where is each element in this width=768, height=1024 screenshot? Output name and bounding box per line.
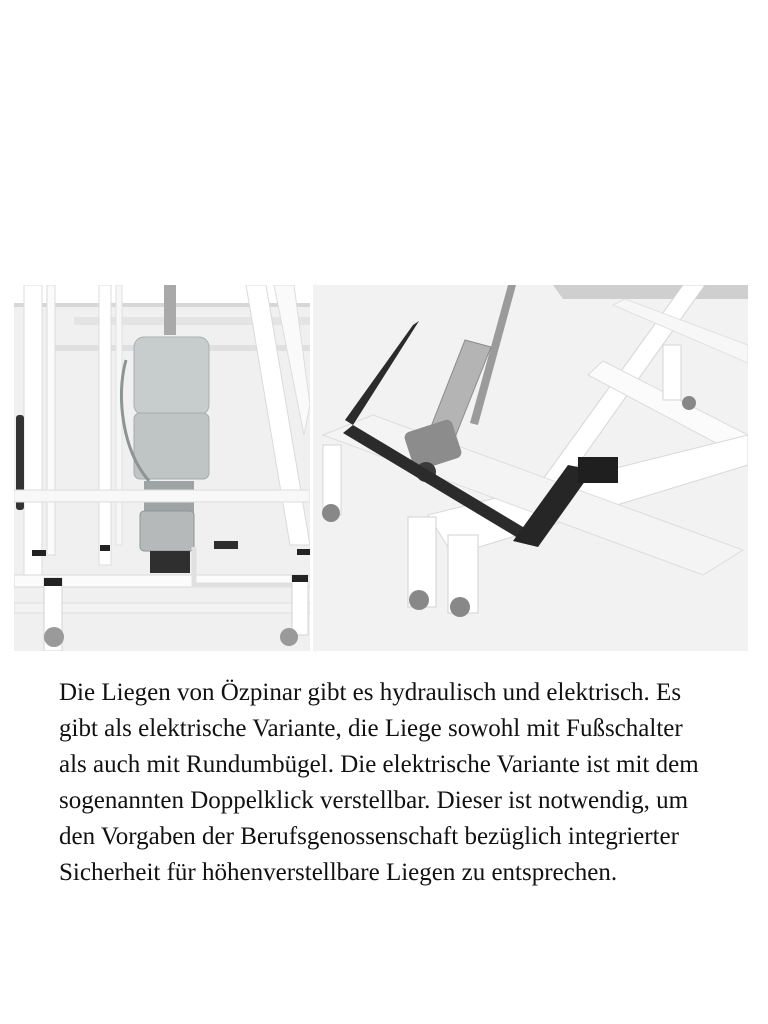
motor-unit-photo: [14, 285, 310, 651]
product-photos: [14, 285, 748, 651]
description-paragraph: Die Liegen von Özpinar gibt es hydraulisch und elektrisch. Es gibt als elektrische Variante, die Liege sowohl mit Fußschalter als auch mit Rundumbügel. Die elektrische Variante ist mit dem sogenannten Doppelklick verstellbar. Dieser ist notwendig, um den Vorgaben der Berufsgenossenschaft bezüglich integrierter Sicherheit für höhenverstellbare Liegen zu entsprechen.: [59, 679, 699, 886]
hydraulic-cylinder-photo: [313, 285, 748, 651]
